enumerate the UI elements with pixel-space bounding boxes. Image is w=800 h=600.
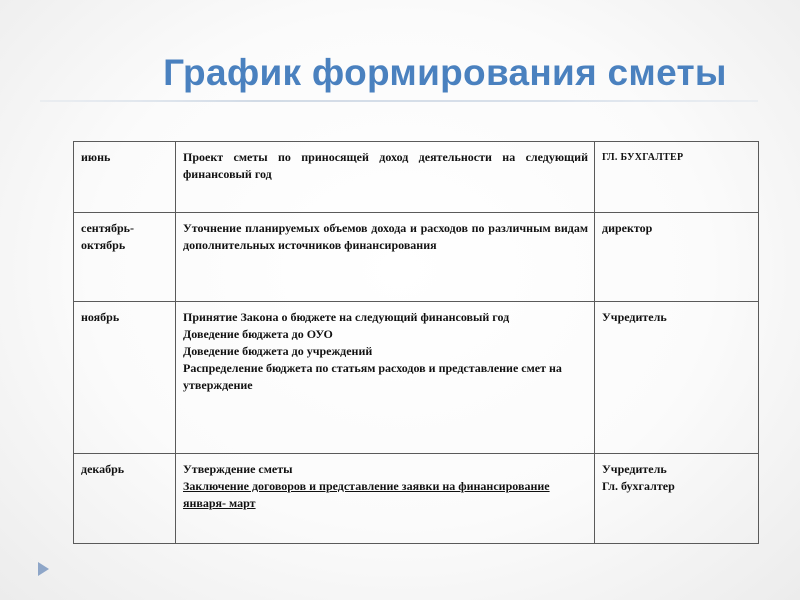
slide-title: График формирования сметы [163, 52, 727, 93]
table-row [74, 142, 759, 213]
task-item: Проект сметы по приносящей доход деятельности на следующий финансовый год [183, 150, 588, 181]
task-item: Утверждение сметы [183, 462, 293, 476]
table-row [74, 454, 759, 544]
responsible-item: Учредитель [602, 310, 667, 324]
table-row [74, 213, 759, 302]
task-item: Доведение бюджета до ОУО [183, 327, 333, 341]
task-item: Заключение договоров и представление заявки на финансирование января- март [183, 479, 550, 510]
task-item: Принятие Закона о бюджете на следующий финансовый год [183, 310, 510, 324]
month-cell: ноябрь [74, 302, 176, 454]
responsible-item: ГЛ. БУХГАЛТЕР [602, 152, 684, 163]
task-item: Доведение бюджета до учреждений [183, 344, 373, 358]
task-item: Уточнение планируемых объемов дохода и расходов по различным видам дополнительных источников финансирования [183, 221, 588, 252]
responsible-item: Гл. бухгалтер [602, 479, 675, 493]
task-cell [176, 142, 595, 213]
responsible-item: Учредитель [602, 462, 667, 476]
slide-nav-arrow-icon[interactable] [38, 562, 49, 576]
responsible-cell [595, 302, 759, 454]
task-cell [176, 454, 595, 544]
task-cell [176, 213, 595, 302]
title-divider [40, 100, 758, 102]
month-cell: сентябрь-октябрь [74, 213, 176, 302]
responsible-cell [595, 213, 759, 302]
table-row [74, 302, 759, 454]
responsible-item: директор [602, 221, 653, 235]
budget-schedule-table [73, 141, 759, 544]
responsible-cell [595, 142, 759, 213]
task-item: Распределение бюджета по статьям расходов и представление смет на утверждение [183, 361, 562, 392]
responsible-cell [595, 454, 759, 544]
month-cell: июнь [74, 142, 176, 213]
month-cell: декабрь [74, 454, 176, 544]
task-cell [176, 302, 595, 454]
